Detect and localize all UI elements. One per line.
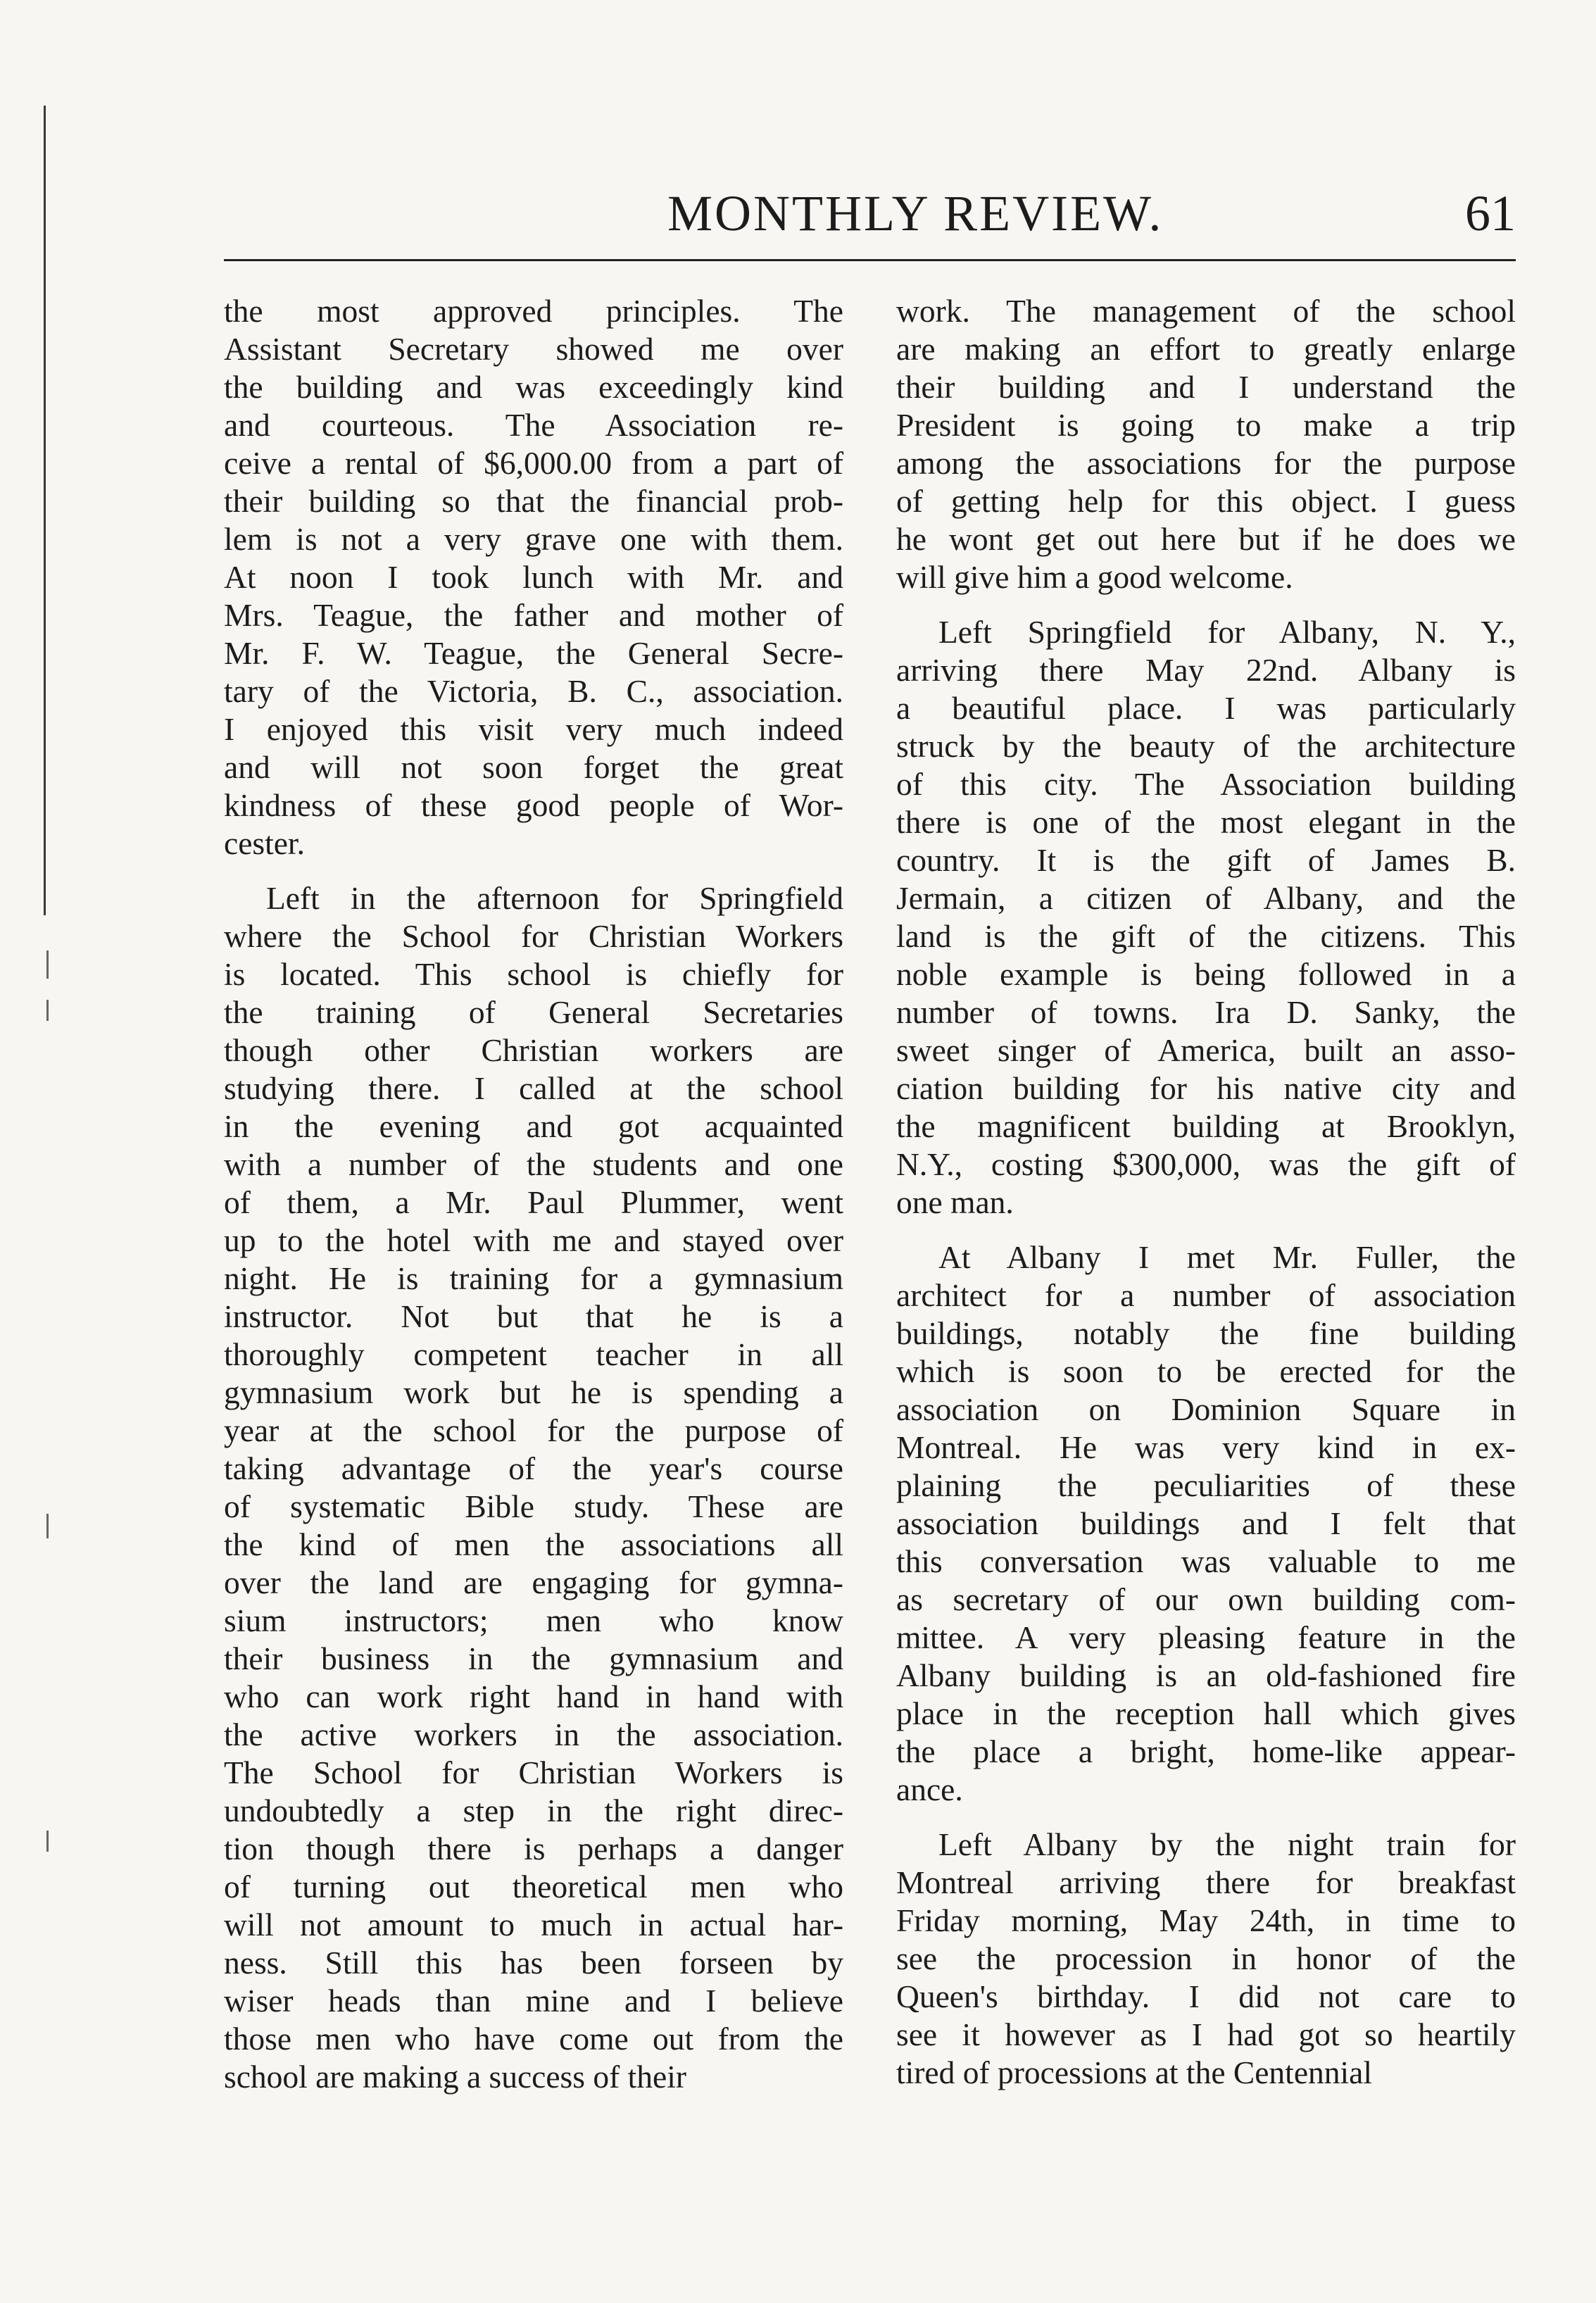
- text-line: buildings, notably the fine building: [896, 1315, 1516, 1351]
- text-line: of systematic Bible study. These are: [224, 1488, 843, 1524]
- paragraph-gap: [896, 596, 1516, 613]
- text-line: tired of processions at the Centennial: [896, 2054, 1372, 2090]
- text-line: Friday morning, May 24th, in time to: [896, 1902, 1516, 1938]
- text-line: studying there. I called at the school: [224, 1070, 843, 1106]
- right-column: [896, 292, 1516, 2092]
- text-line: and will not soon forget the great: [224, 749, 843, 785]
- text-line: night. He is training for a gymnasium: [224, 1260, 843, 1296]
- paragraph-gap: [224, 862, 843, 879]
- text-line: N.Y., costing $300,000, was the gift of: [896, 1146, 1516, 1182]
- text-line: Montreal arriving there for breakfast: [896, 1864, 1516, 1900]
- text-line: their business in the gymnasium and: [224, 1640, 843, 1676]
- text-line: ness. Still this has been forseen by: [224, 1945, 843, 1981]
- text-line: ceive a rental of $6,000.00 from a part of: [224, 445, 843, 481]
- text-line: cester.: [224, 825, 305, 861]
- header-rule: [224, 259, 1516, 261]
- text-line: the active workers in the association.: [224, 1717, 843, 1752]
- paragraph: [896, 613, 1516, 1222]
- text-line: wiser heads than mine and I believe: [224, 1983, 843, 2019]
- text-line: lem is not a very grave one with them.: [224, 521, 843, 557]
- text-line: sweet singer of America, built an asso-: [896, 1032, 1516, 1068]
- paragraph: [896, 292, 1516, 596]
- paragraph: [224, 879, 843, 2096]
- text-line: ciation building for his native city and: [896, 1070, 1516, 1106]
- text-line: association buildings and I felt that: [896, 1505, 1516, 1541]
- text-line: where the School for Christian Workers: [224, 918, 843, 954]
- binding-mark: [46, 1000, 49, 1021]
- text-line: undoubtedly a step in the right direc-: [224, 1793, 843, 1828]
- text-line: will not amount to much in actual har-: [224, 1907, 843, 1943]
- paragraph: [896, 1826, 1516, 2092]
- text-line: At Albany I met Mr. Fuller, the: [938, 1239, 1516, 1275]
- binding-mark: [46, 1831, 49, 1852]
- text-line: are making an effort to greatly enlarge: [896, 331, 1516, 367]
- text-line: President is going to make a trip: [896, 407, 1516, 443]
- text-line: the kind of men the associations all: [224, 1526, 843, 1562]
- text-line: of this city. The Association building: [896, 766, 1516, 802]
- text-line: as secretary of our own building com-: [896, 1581, 1516, 1617]
- text-line: Left Springfield for Albany, N. Y.,: [938, 614, 1516, 650]
- text-line: The School for Christian Workers is: [224, 1755, 843, 1790]
- text-line: Left in the afternoon for Springfield: [266, 880, 843, 916]
- text-line: At noon I took lunch with Mr. and: [224, 559, 843, 595]
- text-line: thoroughly competent teacher in all: [224, 1336, 843, 1372]
- text-line: land is the gift of the citizens. This: [896, 918, 1516, 954]
- text-line: sium instructors; men who know: [224, 1602, 843, 1638]
- text-line: he wont get out here but if he does we: [896, 521, 1516, 557]
- text-line: those men who have come out from the: [224, 2021, 843, 2057]
- paragraph: [224, 292, 843, 862]
- text-line: see the procession in honor of the: [896, 1940, 1516, 1976]
- text-line: gymnasium work but he is spending a: [224, 1374, 843, 1410]
- text-line: among the associations for the purpose: [896, 445, 1516, 481]
- text-line: kindness of these good people of Wor-: [224, 787, 843, 823]
- text-line: the building and was exceedingly kind: [224, 369, 843, 405]
- text-line: the training of General Secretaries: [224, 994, 843, 1030]
- text-line: school are making a success of their: [224, 2059, 686, 2095]
- text-line: the magnificent building at Brooklyn,: [896, 1108, 1516, 1144]
- text-line: tion though there is perhaps a danger: [224, 1831, 843, 1866]
- text-line: number of towns. Ira D. Sanky, the: [896, 994, 1516, 1030]
- text-line: Jermain, a citizen of Albany, and the: [896, 880, 1516, 916]
- paragraph-gap: [896, 1222, 1516, 1238]
- text-line: mittee. A very pleasing feature in the: [896, 1619, 1516, 1655]
- text-line: tary of the Victoria, B. C., association.: [224, 673, 843, 709]
- text-line: ance.: [896, 1771, 963, 1807]
- text-line: Mr. F. W. Teague, the General Secre-: [224, 635, 843, 671]
- text-line: see it however as I had got so heartily: [896, 2016, 1516, 2052]
- left-column: [224, 292, 843, 2096]
- text-line: of getting help for this object. I guess: [896, 483, 1516, 519]
- text-line: which is soon to be erected for the: [896, 1353, 1516, 1389]
- text-line: association on Dominion Square in: [896, 1391, 1516, 1427]
- binding-mark: [46, 1514, 49, 1538]
- text-line: of turning out theoretical men who: [224, 1869, 843, 1904]
- text-line: taking advantage of the year's course: [224, 1450, 843, 1486]
- text-line: work. The management of the school: [896, 293, 1516, 329]
- text-line: instructor. Not but that he is a: [224, 1298, 843, 1334]
- text-line: though other Christian workers are: [224, 1032, 843, 1068]
- text-line: one man.: [896, 1184, 1014, 1220]
- text-line: Mrs. Teague, the father and mother of: [224, 597, 843, 633]
- text-line: is located. This school is chiefly for: [224, 956, 843, 992]
- text-line: with a number of the students and one: [224, 1146, 843, 1182]
- text-line: their building so that the financial prob-: [224, 483, 843, 519]
- text-line: struck by the beauty of the architecture: [896, 728, 1516, 764]
- text-line: will give him a good welcome.: [896, 559, 1293, 595]
- text-line: of them, a Mr. Paul Plummer, went: [224, 1184, 843, 1220]
- text-line: architect for a number of association: [896, 1277, 1516, 1313]
- text-line: I enjoyed this visit very much indeed: [224, 711, 843, 747]
- page-number: 61: [1465, 185, 1516, 241]
- text-line: the most approved principles. The: [224, 293, 843, 329]
- text-line: this conversation was valuable to me: [896, 1543, 1516, 1579]
- paragraph: [896, 1238, 1516, 1809]
- paragraph-gap: [896, 1809, 1516, 1826]
- text-line: a beautiful place. I was particularly: [896, 690, 1516, 726]
- text-line: the place a bright, home-like appear-: [896, 1733, 1516, 1769]
- text-line: country. It is the gift of James B.: [896, 842, 1516, 878]
- text-line: Assistant Secretary showed me over: [224, 331, 843, 367]
- binding-mark: [46, 950, 49, 979]
- text-line: noble example is being followed in a: [896, 956, 1516, 992]
- text-line: place in the reception hall which gives: [896, 1695, 1516, 1731]
- text-line: their building and I understand the: [896, 369, 1516, 405]
- text-line: year at the school for the purpose of: [224, 1412, 843, 1448]
- page-binding-edge: [44, 106, 46, 915]
- text-line: Albany building is an old-fashioned fire: [896, 1657, 1516, 1693]
- text-line: there is one of the most elegant in the: [896, 804, 1516, 840]
- text-line: Montreal. He was very kind in ex-: [896, 1429, 1516, 1465]
- text-line: Queen's birthday. I did not care to: [896, 1978, 1516, 2014]
- text-line: who can work right hand in hand with: [224, 1678, 843, 1714]
- running-header: [224, 184, 1516, 248]
- text-line: over the land are engaging for gymna-: [224, 1564, 843, 1600]
- text-line: and courteous. The Association re-: [224, 407, 843, 443]
- text-line: arriving there May 22nd. Albany is: [896, 652, 1516, 688]
- text-line: up to the hotel with me and stayed over: [224, 1222, 843, 1258]
- text-line: in the evening and got acquainted: [224, 1108, 843, 1144]
- text-line: plaining the peculiarities of these: [896, 1467, 1516, 1503]
- text-line: Left Albany by the night train for: [938, 1826, 1516, 1862]
- journal-title: MONTHLY REVIEW.: [667, 185, 1164, 241]
